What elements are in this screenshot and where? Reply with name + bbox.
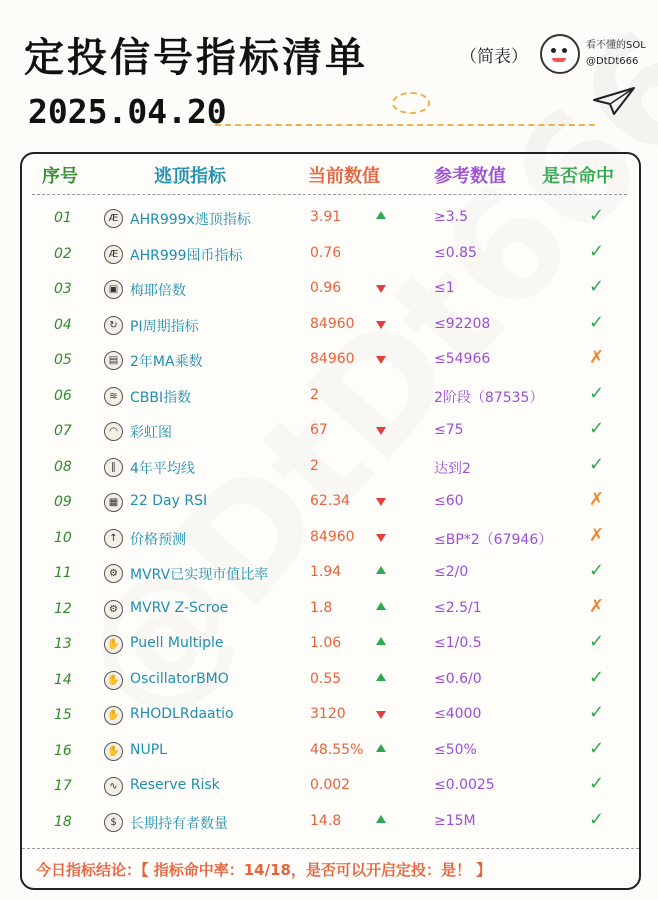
- trend-up-icon: [376, 602, 386, 610]
- reference-value: ≤1/0.5: [434, 635, 482, 651]
- table-row: [22, 380, 639, 415]
- handshake-icon: ✋: [104, 742, 123, 761]
- current-value: 0.76: [310, 244, 342, 261]
- table-row: [22, 486, 639, 521]
- row-index: 11: [54, 565, 72, 581]
- table-header: [22, 154, 639, 194]
- current-value: 0.96: [310, 280, 342, 296]
- indicator-name: 4年平均线: [130, 460, 195, 477]
- conclusion-bar: [22, 848, 639, 889]
- row-index: 10: [54, 529, 72, 546]
- reference-value: ≥3.5: [434, 209, 468, 225]
- trend-up-icon: [376, 637, 386, 645]
- reference-value: ≤60: [434, 493, 464, 509]
- check-icon: ✓: [589, 666, 605, 688]
- table-row: [22, 770, 639, 805]
- header-reference: 参考数值: [434, 166, 506, 187]
- dashed-decoration: [215, 124, 595, 126]
- wave-icon: ∿: [104, 777, 123, 796]
- row-index: 15: [54, 707, 72, 723]
- indicator-name: RHODLRdaatio: [130, 706, 234, 722]
- header-hit: 是否命中: [542, 166, 614, 187]
- check-icon: ✓: [589, 276, 605, 297]
- reference-value: ≤0.85: [434, 244, 477, 261]
- loop-decoration: [392, 92, 430, 114]
- row-index: 03: [54, 281, 72, 297]
- reference-value: ≤0.0025: [434, 777, 495, 793]
- current-value: 1.94: [310, 564, 342, 580]
- table-row: [22, 593, 639, 628]
- reference-value: ≤0.6/0: [434, 670, 482, 687]
- row-index: 07: [54, 423, 72, 439]
- trend-up-icon: [376, 673, 386, 681]
- trend-down-icon: [376, 534, 386, 542]
- row-index: 04: [54, 316, 72, 333]
- trend-down-icon: [376, 498, 386, 506]
- handshake-icon: ✋: [104, 635, 123, 654]
- table-row: [22, 522, 639, 557]
- table-row: [22, 628, 639, 663]
- current-value: 84960: [310, 528, 355, 545]
- reference-value: ≤75: [434, 422, 464, 438]
- indicator-name: NUPL: [130, 741, 167, 758]
- current-value: 62.34: [310, 493, 351, 509]
- cycle-icon: ↻: [104, 316, 123, 335]
- indicator-name: OscillatorBMO: [130, 670, 229, 687]
- author-badge: [540, 34, 646, 74]
- header-indicator: 逃顶指标: [154, 166, 226, 187]
- current-value: 0.55: [310, 670, 342, 687]
- indicator-table: [20, 152, 641, 890]
- current-value: 2: [310, 457, 319, 474]
- header-index: 序号: [42, 166, 78, 187]
- ahr-icon: Æ: [104, 209, 123, 228]
- row-index: 14: [54, 671, 72, 688]
- cross-icon: ✗: [589, 524, 605, 546]
- trend-up-icon: [376, 744, 386, 752]
- conclusion-text: 今日指标结论：【 指标命中率：14/18，是否可以开启定投：是！ 】: [36, 861, 492, 879]
- row-index: 16: [54, 742, 72, 759]
- table-row: [22, 415, 639, 450]
- table-row: [22, 202, 639, 237]
- check-icon: ✓: [589, 773, 605, 794]
- paper-plane-icon: [592, 86, 636, 116]
- header-current: 当前数值: [308, 166, 380, 187]
- rainbow-icon: ◠: [104, 422, 123, 441]
- current-value: 3.91: [310, 209, 342, 225]
- table-row: [22, 309, 639, 344]
- reference-value: ≤54966: [434, 351, 491, 367]
- current-value: 84960: [310, 351, 355, 367]
- row-index: 01: [54, 210, 72, 226]
- check-icon: ✓: [589, 418, 605, 439]
- handshake-icon: ✋: [104, 706, 123, 725]
- gear-icon: ⚙: [104, 564, 123, 583]
- indicator-name: Reserve Risk: [130, 777, 220, 793]
- check-icon: ✓: [589, 560, 605, 581]
- table-row: [22, 664, 639, 699]
- reference-value: ≤50%: [434, 741, 477, 758]
- row-index: 13: [54, 636, 72, 652]
- row-index: 05: [54, 352, 72, 368]
- author-name: 看不懂的SOL: [586, 40, 646, 51]
- page-title: 定投信号指标清单: [24, 35, 368, 81]
- indicator-name: 2年MA乘数: [130, 354, 203, 370]
- current-value: 14.8: [310, 812, 342, 829]
- indicator-name: MVRV已实现市值比率: [130, 567, 269, 583]
- indicator-name: 22 Day RSI: [130, 493, 208, 509]
- date-label: 2025.04.20: [28, 92, 227, 131]
- table-row: [22, 699, 639, 734]
- cross-icon: ✗: [589, 347, 605, 368]
- row-index: 12: [54, 600, 72, 617]
- trend-down-icon: [376, 711, 386, 719]
- copy-icon: ▣: [104, 280, 123, 299]
- table-row: [22, 557, 639, 592]
- reference-value: ≥15M: [434, 812, 476, 829]
- header-divider: [32, 194, 627, 195]
- trend-down-icon: [376, 321, 386, 329]
- reference-value: 2阶段（87535）: [434, 389, 544, 406]
- trend-up-icon: [376, 211, 386, 219]
- trend-down-icon: [376, 356, 386, 364]
- table-row: [22, 451, 639, 486]
- forecast-icon: ↑: [104, 529, 123, 548]
- cross-icon: ✗: [589, 595, 605, 617]
- reference-value: ≤92208: [434, 315, 491, 332]
- trend-up-icon: [376, 566, 386, 574]
- current-value: 0.002: [310, 777, 351, 793]
- page-subtitle: （简表）: [460, 47, 528, 67]
- indicator-name: 梅耶倍数: [130, 283, 186, 299]
- row-index: 02: [54, 245, 72, 262]
- trend-up-icon: [376, 815, 386, 823]
- holder-icon: $: [104, 813, 123, 832]
- current-value: 3120: [310, 706, 346, 722]
- indicator-name: 彩虹图: [130, 425, 172, 441]
- cross-icon: ✗: [589, 489, 605, 510]
- indicator-name: AHR999x逃顶指标: [130, 212, 251, 228]
- row-index: 17: [54, 778, 72, 794]
- trend-down-icon: [376, 427, 386, 435]
- chart-icon: ▤: [104, 351, 123, 370]
- check-icon: ✓: [589, 382, 605, 404]
- row-index: 09: [54, 494, 72, 510]
- table-row: [22, 806, 639, 841]
- table-row: [22, 344, 639, 379]
- indicator-name: MVRV Z-Scroe: [130, 599, 229, 616]
- indicator-name: CBBI指数: [130, 389, 192, 406]
- check-icon: ✓: [589, 453, 605, 475]
- row-index: 08: [54, 458, 72, 475]
- reference-value: ≤4000: [434, 706, 482, 722]
- reference-value: ≤BP*2（67946）: [434, 531, 553, 548]
- check-icon: ✓: [589, 808, 605, 830]
- trend-down-icon: [376, 285, 386, 293]
- check-icon: ✓: [589, 240, 605, 262]
- avatar: [540, 34, 580, 74]
- reference-value: ≤2/0: [434, 564, 469, 580]
- current-value: 67: [310, 422, 328, 438]
- current-value: 1.06: [310, 635, 342, 651]
- current-value: 84960: [310, 315, 355, 332]
- handshake-icon: ✋: [104, 671, 123, 690]
- check-icon: ✓: [589, 702, 605, 723]
- check-icon: ✓: [589, 737, 605, 759]
- indicator-name: PI周期指标: [130, 318, 199, 335]
- reference-value: ≤2.5/1: [434, 599, 482, 616]
- coins-icon: ≋: [104, 387, 123, 406]
- row-index: 18: [54, 813, 72, 830]
- table-row: [22, 238, 639, 273]
- reference-value: 达到2: [434, 460, 471, 477]
- table-row: [22, 735, 639, 770]
- current-value: 1.8: [310, 599, 333, 616]
- check-icon: ✓: [589, 205, 605, 226]
- barcode-icon: ∥: [104, 458, 123, 477]
- calendar-icon: ▦: [104, 493, 123, 512]
- indicator-name: 价格预测: [130, 531, 186, 548]
- row-index: 06: [54, 387, 72, 404]
- indicator-name: AHR999囤币指标: [130, 247, 243, 264]
- reference-value: ≤1: [434, 280, 455, 296]
- check-icon: ✓: [589, 631, 605, 652]
- table-row: [22, 273, 639, 308]
- current-value: 2: [310, 386, 319, 403]
- check-icon: ✓: [589, 311, 605, 333]
- gear-icon: ⚙: [104, 600, 123, 619]
- indicator-name: 长期持有者数量: [130, 815, 228, 832]
- indicator-name: Puell Multiple: [130, 635, 224, 651]
- author-handle: @DtDt666: [586, 56, 639, 67]
- ahr-icon: Æ: [104, 245, 123, 264]
- current-value: 48.55%: [310, 741, 364, 758]
